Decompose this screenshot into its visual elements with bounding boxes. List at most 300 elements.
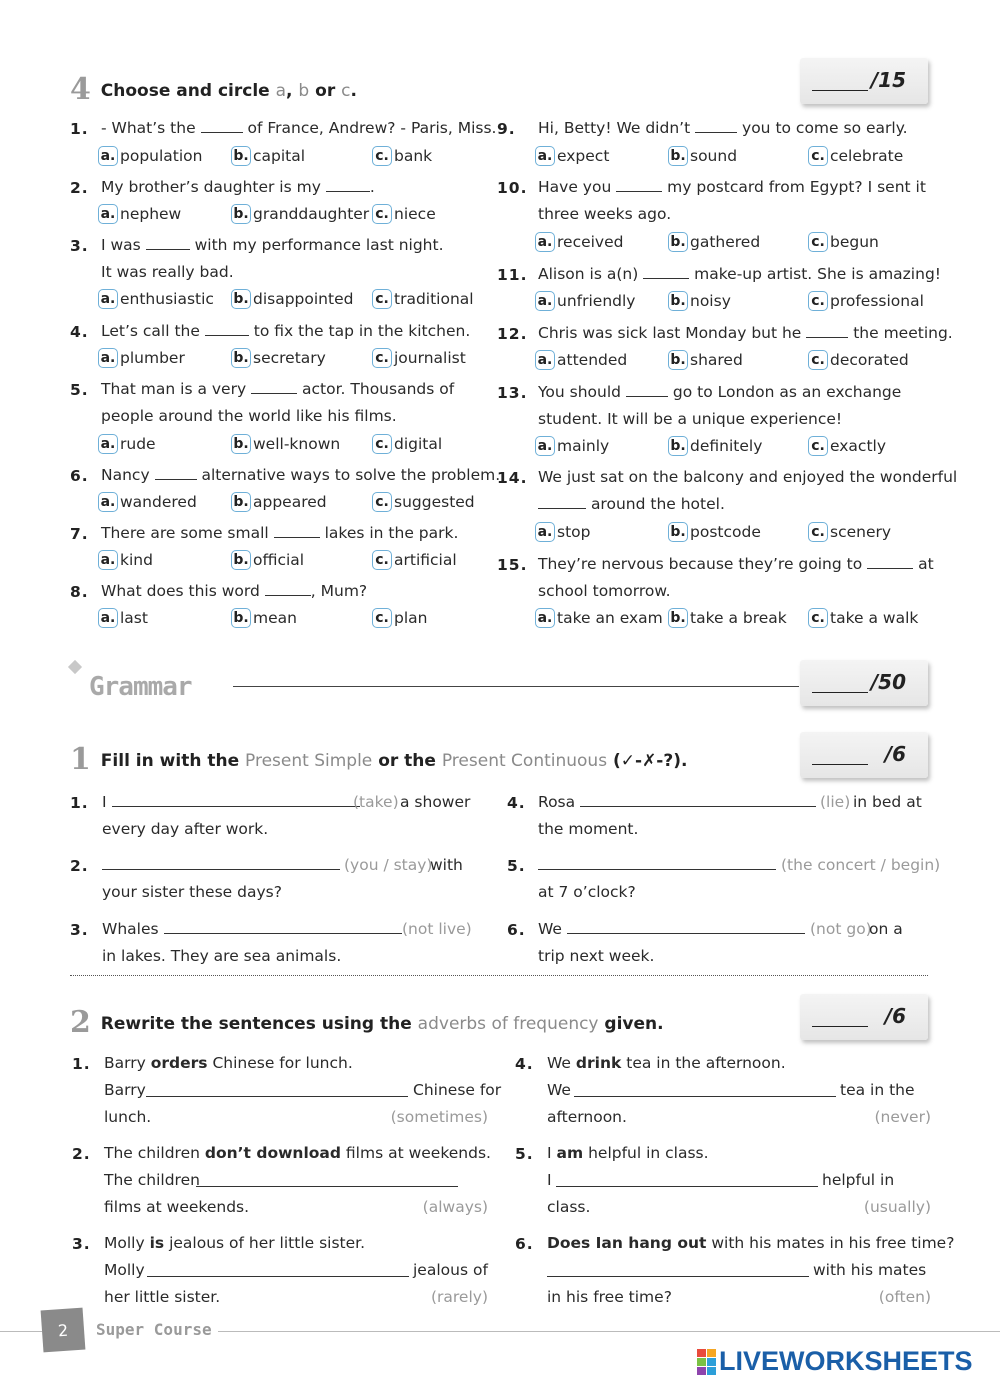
grammar-diamond-icon [68,660,82,674]
option-letter[interactable]: c. [372,608,392,628]
score-line[interactable] [812,764,868,765]
sentence-text: your sister these days? [102,883,282,901]
answer-line[interactable] [547,1263,809,1281]
option-text[interactable]: take an exam [557,609,663,627]
logo-icon [697,1349,716,1375]
option-text[interactable]: attended [557,351,628,369]
sentence-bold: don’t download [204,1144,341,1162]
question-line [538,178,926,196]
option-a[interactable] [98,204,181,224]
sentence-text: I [547,1171,552,1189]
option-text[interactable]: wandered [120,493,197,511]
option-letter[interactable]: a. [98,550,118,570]
option-letter[interactable]: a. [535,232,555,252]
heading-period: . [350,81,357,101]
option-text[interactable]: mainly [557,437,610,455]
option-text[interactable]: plan [394,609,428,627]
option-a[interactable] [535,291,635,311]
question-line [101,178,375,196]
option-text[interactable]: disappointed [253,290,354,308]
question-line [101,582,367,600]
option-c[interactable] [372,550,457,570]
sentence-text: in bed at [853,793,922,811]
item-number: 3. [70,921,89,939]
option-text[interactable]: take a walk [830,609,919,627]
adverb-hint: (never) [874,1108,931,1126]
heading-a: a [275,81,287,101]
heading-text: or the [378,751,436,771]
option-a[interactable] [535,436,609,456]
option-c[interactable] [808,436,886,456]
option-letter[interactable]: b. [668,608,688,628]
option-letter[interactable]: c. [808,350,828,370]
sentence-text: tea in the afternoon. [626,1054,786,1072]
sentence-text: every day after work. [102,820,269,838]
option-letter[interactable]: b. [668,350,688,370]
answer-input[interactable] [547,1263,809,1277]
option-letter[interactable]: b. [668,291,688,311]
option-letter[interactable]: b. [231,492,251,512]
item-number: 1. [70,794,89,812]
option-b[interactable] [231,146,305,166]
score-total: /6 [884,742,906,766]
item-number: 8. [70,583,89,601]
question-text: you to come so early. [742,119,908,137]
option-text[interactable]: bank [394,147,433,165]
ex2-heading [70,1005,664,1040]
sentence-text: I [547,1144,552,1162]
option-text[interactable]: rude [120,435,156,453]
ex1-heading [70,742,687,777]
item-number: 6. [515,1235,534,1253]
option-a[interactable] [535,522,590,542]
sentence-text: tea in the [840,1081,915,1099]
item-number: 5. [515,1145,534,1163]
option-letter[interactable]: b. [231,434,251,454]
sentence-text: with [430,856,463,874]
option-text[interactable]: population [120,147,203,165]
option-b[interactable] [668,146,737,166]
question-text: That man is a very [101,380,247,398]
verb-hint: (lie) [820,793,851,811]
option-text[interactable]: decorated [830,351,909,369]
grammar-title: Grammar [89,672,192,702]
option-text[interactable]: gathered [690,233,761,251]
option-c[interactable] [372,434,442,454]
item-number: 3. [70,237,89,255]
question-line-2 [538,410,842,428]
answer-gap [616,180,662,192]
adverb-hint: (rarely) [430,1288,488,1306]
question-text: - What’s the [101,119,196,137]
heading-accent: adverbs of frequency [417,1014,599,1034]
option-letter[interactable]: c. [808,436,828,456]
option-c[interactable] [372,204,436,224]
verb-hint: (not go) [810,920,872,938]
sentence-bold: is [149,1234,165,1252]
option-a[interactable] [535,232,623,252]
question-line [538,119,908,137]
question-text: student. It will be a unique experience! [538,410,843,428]
option-letter[interactable]: a. [98,204,118,224]
question-text: I was [101,236,141,254]
option-b[interactable] [231,550,304,570]
option-text[interactable]: mean [253,609,297,627]
original-sentence [104,1054,353,1072]
sentence-text: trip next week. [538,947,655,965]
option-text[interactable]: postcode [690,523,761,541]
option-a[interactable] [98,608,148,628]
question-text: people around the world like his films. [101,407,397,425]
question-text: school tomorrow. [538,582,671,600]
option-text[interactable]: niece [394,205,436,223]
question-line [101,466,500,484]
option-a[interactable] [98,550,153,570]
sentence-text: her little sister. [104,1288,221,1306]
option-c[interactable] [808,291,924,311]
option-text[interactable]: plumber [120,349,185,367]
option-b[interactable] [668,436,762,456]
question-text: It was really bad. [101,263,234,281]
option-letter[interactable]: b. [668,146,688,166]
option-c[interactable] [808,232,879,252]
option-text[interactable]: well-known [253,435,341,453]
option-text[interactable]: nephew [120,205,182,223]
answer-gap [326,180,370,192]
option-letter[interactable]: a. [535,350,555,370]
question-line-2 [538,205,671,223]
option-letter[interactable]: c. [372,434,392,454]
answer-input[interactable] [556,1173,818,1187]
option-letter[interactable]: a. [535,608,555,628]
option-letter[interactable]: c. [372,289,392,309]
question-text: around the hotel. [590,495,725,513]
option-b[interactable] [231,608,297,628]
question-text: What does this word [101,582,260,600]
sentence-text: jealous of [413,1261,488,1279]
sentence-text: Barry [104,1054,146,1072]
score-line[interactable] [812,692,868,693]
item-number: 6. [70,467,89,485]
score-line[interactable] [812,1026,868,1027]
sentence-bold: Does Ian hang out [547,1234,707,1252]
footer-line-right [218,1331,1000,1332]
sentence-text: with his mates [813,1261,927,1279]
dotted-separator [70,975,928,976]
option-b[interactable] [668,350,743,370]
option-b[interactable] [231,289,353,309]
answer-gap [626,385,668,397]
option-c[interactable] [808,608,918,628]
question-line-2 [101,263,234,281]
option-b[interactable] [231,492,327,512]
score-total: /6 [884,1004,906,1028]
option-b[interactable] [668,232,760,252]
grammar-divider [233,686,799,687]
option-c[interactable] [808,522,891,542]
option-text[interactable]: exactly [830,437,887,455]
question-text: There are some small [101,524,269,542]
option-a[interactable] [535,146,609,166]
answer-input[interactable] [538,856,776,870]
option-a[interactable] [98,348,185,368]
option-text[interactable]: granddaughter [253,205,370,223]
option-a[interactable] [535,350,627,370]
option-b[interactable] [231,348,326,368]
question-line [101,380,454,398]
option-letter[interactable]: a. [535,291,555,311]
option-text[interactable]: shared [690,351,743,369]
option-text[interactable]: last [120,609,148,627]
option-letter[interactable]: b. [231,204,251,224]
option-text[interactable]: noisy [690,292,731,310]
question-text: three weeks ago. [538,205,672,223]
option-letter[interactable]: b. [668,436,688,456]
option-text[interactable]: secretary [253,349,326,367]
option-b[interactable] [231,204,369,224]
option-text[interactable]: professional [830,292,924,310]
option-a[interactable] [98,289,214,309]
question-text: Alison is a(n) [538,265,639,283]
question-line [538,383,901,401]
option-letter[interactable]: a. [98,348,118,368]
sentence-text: films at weekends. [104,1198,250,1216]
verb-hint: (take) [353,793,399,811]
item-number: 13. [497,384,528,402]
option-text[interactable]: received [557,233,624,251]
option-c[interactable] [372,492,475,512]
item-number: 7. [70,525,89,543]
answer-input[interactable] [147,1263,409,1277]
question-line-2 [538,495,725,513]
book-title: Super Course [96,1320,212,1339]
sentence-text: the moment. [538,820,639,838]
option-letter[interactable]: b. [231,289,251,309]
answer-input[interactable] [112,793,360,807]
option-text[interactable]: traditional [394,290,474,308]
option-letter[interactable]: a. [535,436,555,456]
heading-text: Fill in with the [100,751,240,771]
answer-input[interactable] [146,1083,408,1097]
question-text: actor. Thousands of [302,380,455,398]
answer-line[interactable] [147,1263,409,1281]
option-letter[interactable]: c. [372,348,392,368]
option-b[interactable] [668,522,761,542]
answer-input[interactable] [567,920,805,934]
option-c[interactable] [372,146,432,166]
question-text: Let’s call the [101,322,200,340]
option-letter[interactable]: c. [808,291,828,311]
question-text: to fix the tap in the kitchen. [253,322,471,340]
option-a[interactable] [98,434,156,454]
original-sentence [547,1054,786,1072]
option-letter[interactable]: c. [808,146,828,166]
original-sentence [104,1234,365,1252]
sentence-text: jealous of her little sister. [169,1234,366,1252]
option-text[interactable]: celebrate [830,147,904,165]
option-letter[interactable]: b. [231,146,251,166]
question-line [101,119,496,137]
sentence-bold: am [556,1144,584,1162]
option-text[interactable]: stop [557,523,591,541]
option-text[interactable]: begun [830,233,879,251]
option-text[interactable]: expect [557,147,610,165]
ex2-score-box [800,994,928,1040]
option-text[interactable]: definitely [690,437,763,455]
sentence-text: Molly [104,1234,145,1252]
liveworksheets-logo[interactable] [697,1346,973,1377]
answer-gap [538,497,586,509]
option-letter[interactable]: b. [231,348,251,368]
fill-line [538,920,805,938]
answer-input[interactable] [102,856,340,870]
option-text[interactable]: artificial [394,551,457,569]
fill-line [102,920,402,938]
fill-line [102,856,340,874]
original-sentence [547,1144,709,1162]
option-text[interactable]: official [253,551,305,569]
option-b[interactable] [668,291,731,311]
option-b[interactable] [231,434,340,454]
option-text[interactable]: kind [120,551,153,569]
item-number: 2. [70,179,89,197]
option-letter[interactable]: a. [98,492,118,512]
verb-hint: (you / stay) [344,856,433,874]
option-letter[interactable]: a. [98,146,118,166]
question-text: Nancy [101,466,150,484]
item-number: 1. [72,1055,91,1073]
question-line [101,524,458,542]
answer-line[interactable] [196,1173,458,1191]
exercise-number: 4 [70,72,91,107]
sentence-text: lunch. [104,1108,152,1126]
question-text: my postcard from Egypt? I sent it [667,178,926,196]
option-c[interactable] [808,350,909,370]
answer-gap [155,468,197,480]
adverb-hint: (often) [878,1288,931,1306]
heading-text: given. [604,1014,664,1034]
question-line [101,236,444,254]
option-text[interactable]: enthusiastic [120,290,214,308]
option-b[interactable] [668,608,787,628]
answer-input[interactable] [196,1173,458,1187]
sentence-text: at 7 o’clock? [538,883,636,901]
option-text[interactable]: appeared [253,493,327,511]
option-a[interactable] [535,608,663,628]
verb-hint: (the concert / begin) [781,856,941,874]
option-text[interactable]: scenery [830,523,892,541]
option-text[interactable]: take a break [690,609,787,627]
option-letter[interactable]: c. [808,522,828,542]
sentence-text: The children [104,1144,200,1162]
option-text[interactable]: journalist [394,349,466,367]
question-line [538,468,957,486]
option-letter[interactable]: a. [535,522,555,542]
option-letter[interactable]: b. [668,522,688,542]
option-c[interactable] [372,348,466,368]
option-letter[interactable]: b. [231,608,251,628]
option-letter[interactable]: a. [98,289,118,309]
question-text: Hi, Betty! We didn’t [538,119,691,137]
heading-text: Choose and circle [100,81,270,101]
question-line [538,265,941,283]
verb-hint: (not live) [402,920,472,938]
answer-input[interactable] [574,1083,836,1097]
exercise-number: 2 [70,1005,91,1040]
answer-input[interactable] [164,920,402,934]
item-number: 6. [507,921,526,939]
item-number: 11. [497,266,528,284]
question-text: My brother’s daughter is my [101,178,321,196]
option-letter[interactable]: c. [808,608,828,628]
answer-line[interactable] [146,1083,408,1101]
option-letter[interactable]: c. [372,204,392,224]
item-number: 5. [507,857,526,875]
score-line[interactable] [812,90,868,91]
sentence-text: We [538,920,562,938]
logo-text: LIVEWORKSHEETS [719,1346,973,1376]
question-text: at [918,555,934,573]
question-text: the meeting. [853,324,953,342]
heading-accent: Present Simple [245,751,373,771]
sentence-bold: drink [575,1054,622,1072]
question-text: alternative ways to solve the problem. [201,466,501,484]
option-text[interactable]: unfriendly [557,292,636,310]
option-c[interactable] [372,608,427,628]
option-letter[interactable]: b. [668,232,688,252]
sentence-text: I [102,793,107,811]
fill-line [102,793,360,811]
answer-gap [251,382,297,394]
option-letter[interactable]: c. [372,550,392,570]
option-text[interactable]: sound [690,147,738,165]
option-c[interactable] [372,289,474,309]
sentence-text: in lakes. They are sea animals. [102,947,342,965]
answer-line[interactable] [574,1083,836,1101]
option-a[interactable] [98,492,197,512]
answer-gap [205,324,249,336]
answer-line[interactable] [556,1173,818,1191]
sentence-bold: orders [150,1054,208,1072]
sentence-text: class. [547,1198,591,1216]
option-a[interactable] [98,146,202,166]
option-letter[interactable]: c. [372,492,392,512]
ex1-score-box [800,732,928,778]
item-number: 14. [497,469,528,487]
option-text[interactable]: suggested [394,493,475,511]
fill-line [538,856,776,874]
option-letter[interactable]: a. [98,608,118,628]
option-letter[interactable]: c. [372,146,392,166]
option-letter[interactable]: a. [535,146,555,166]
question-text: Chris was sick last Monday but he [538,324,802,342]
answer-input[interactable] [580,793,816,807]
item-number: 2. [72,1145,91,1163]
sentence-text: Whales [102,920,159,938]
option-text[interactable]: capital [253,147,306,165]
sentence-text: in his free time? [547,1288,672,1306]
sentence-text: helpful in [822,1171,895,1189]
option-letter[interactable]: c. [808,232,828,252]
option-letter[interactable]: a. [98,434,118,454]
option-letter[interactable]: b. [231,550,251,570]
item-number: 10. [497,179,528,197]
heading-text: ). [673,751,688,771]
option-text[interactable]: digital [394,435,443,453]
sentence-text: Chinese for [413,1081,502,1099]
question-line-2 [538,582,671,600]
option-c[interactable] [808,146,903,166]
